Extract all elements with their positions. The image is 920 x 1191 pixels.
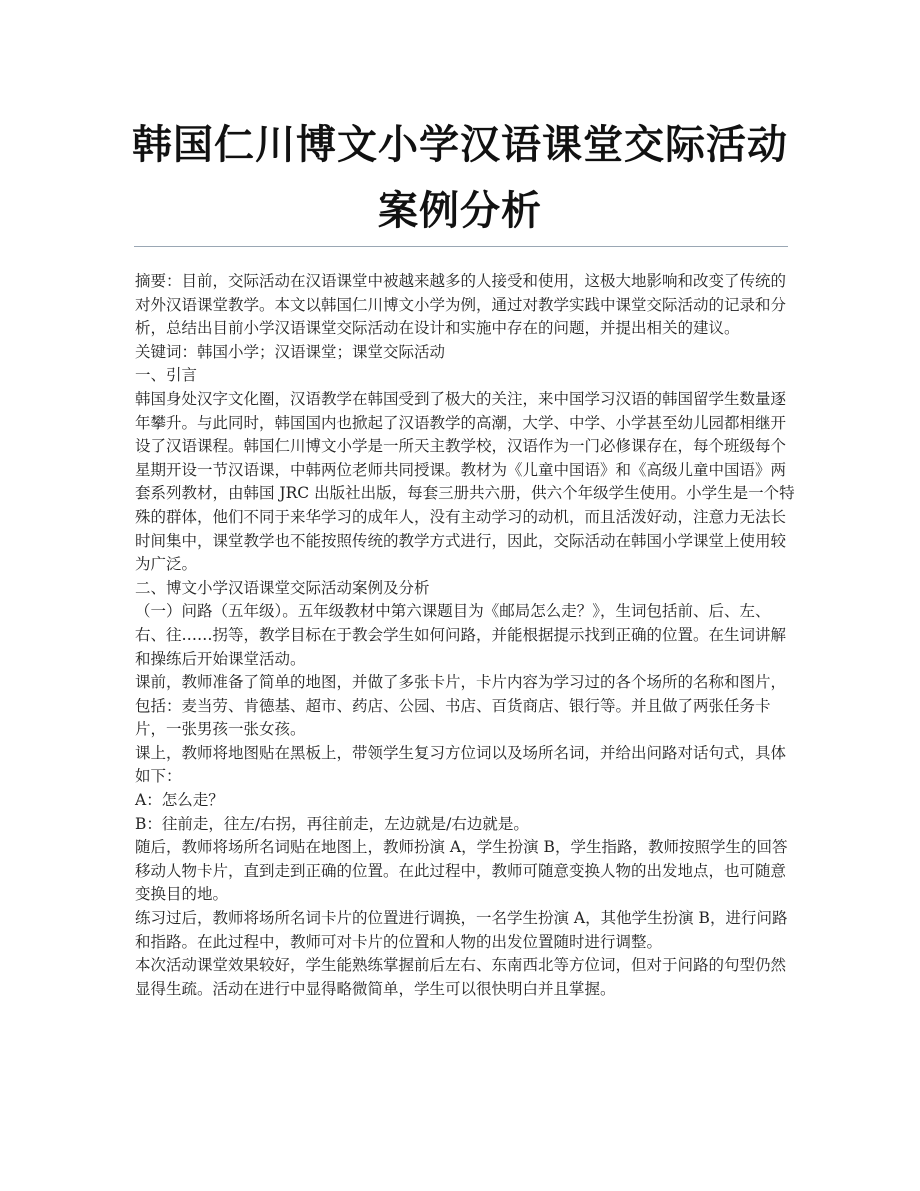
introduction-paragraph: 韩国身处汉字文化圈，汉语教学在韩国受到了极大的关注，来中国学习汉语的韩国留学生数量逐年攀升。与此同时，韩国国内也掀起了汉语教学的高潮，大学、中学、小学甚至幼儿园都相继开设了汉语课程。韩国仁川博文小学是一所天主教学校，汉语作为一门必修课存在，每个班级每个星期开设一节汉语课，中韩两位老师共同授课。教材为《儿童中国语》和《高级儿童中国语》两套系列教材，由韩国 JRC 出版社出版，每套三册共六册，供六个年级学生使用。小学生是一个特殊的群体，他们不同于来华学习的成年人，没有主动学习的动机，而且活泼好动，注意力无法长时间集中，课堂教学也不能按照传统的教学方式进行，因此，交际活动在韩国小学课堂上使用较为广泛。 (135, 389, 795, 574)
title-line-1: 韩国仁川博文小学汉语课堂交际活动 (132, 122, 788, 168)
preparation-paragraph: 课前，教师准备了简单的地图，并做了多张卡片，卡片内容为学习过的各个场所的名称和图片，包括：麦当劳、肯德基、超市、药店、公园、书店、百货商店、银行等。并且做了两张任务卡片，一张男孩一张女孩。 (135, 673, 787, 739)
section-heading-introduction: 一、引言 (135, 366, 198, 385)
document-title (100, 112, 820, 244)
title-divider (134, 246, 788, 247)
dialogue-line-a: A：怎么走？ (135, 791, 224, 810)
practice-paragraph: 练习过后，教师将场所名词卡片的位置进行调换，一名学生扮演 A，其他学生扮演 B，进行问路和指路。在此过程中，教师可对卡片的位置和人物的出发位置随时进行调整。 (135, 909, 788, 951)
abstract-paragraph: 摘要：目前，交际活动在汉语课堂中被越来越多的人接受和使用，这极大地影响和改变了传统的对外汉语课堂教学。本文以韩国仁川博文小学为例，通过对教学实践中课堂交际活动的记录和分析，总结出目前小学汉语课堂交际活动在设计和实施中存在的问题，并提出相关的建议。 (135, 272, 787, 338)
title-line-2: 案例分析 (378, 188, 542, 234)
evaluation-paragraph: 本次活动课堂效果较好，学生能熟练掌握前后左右、东南西北等方位词，但对于问路的句型仍然显得生疏。活动在进行中显得略微简单，学生可以很快明白并且掌握。 (135, 956, 787, 998)
section-heading-cases: 二、博文小学汉语课堂交际活动案例及分析 (135, 578, 430, 597)
procedure-paragraph: 随后，教师将场所名词贴在地图上，教师扮演 A，学生扮演 B，学生指路，教师按照学生的回答移动人物卡片，直到走到正确的位置。在此过程中，教师可随意变换人物的出发地点，也可随意变换目的地。 (135, 838, 788, 904)
case-one-paragraph: （一）问路（五年级）。五年级教材中第六课题目为《邮局怎么走？》，生词包括前、后、左、右、往……拐等，教学目标在于教会学生如何问路，并能根据提示找到正确的位置。在生词讲解和操练后开始课堂活动。 (135, 602, 787, 668)
dialogue-line-b: B：往前走，往左/右拐，再往前走，左边就是/右边就是。 (135, 814, 529, 833)
class-paragraph: 课上，教师将地图贴在黑板上，带领学生复习方位词以及场所名词，并给出问路对话句式，具体如下： (135, 743, 787, 786)
document-body (135, 270, 797, 1001)
keywords-line: 关键词：韩国小学；汉语课堂；课堂交际活动 (135, 342, 446, 361)
